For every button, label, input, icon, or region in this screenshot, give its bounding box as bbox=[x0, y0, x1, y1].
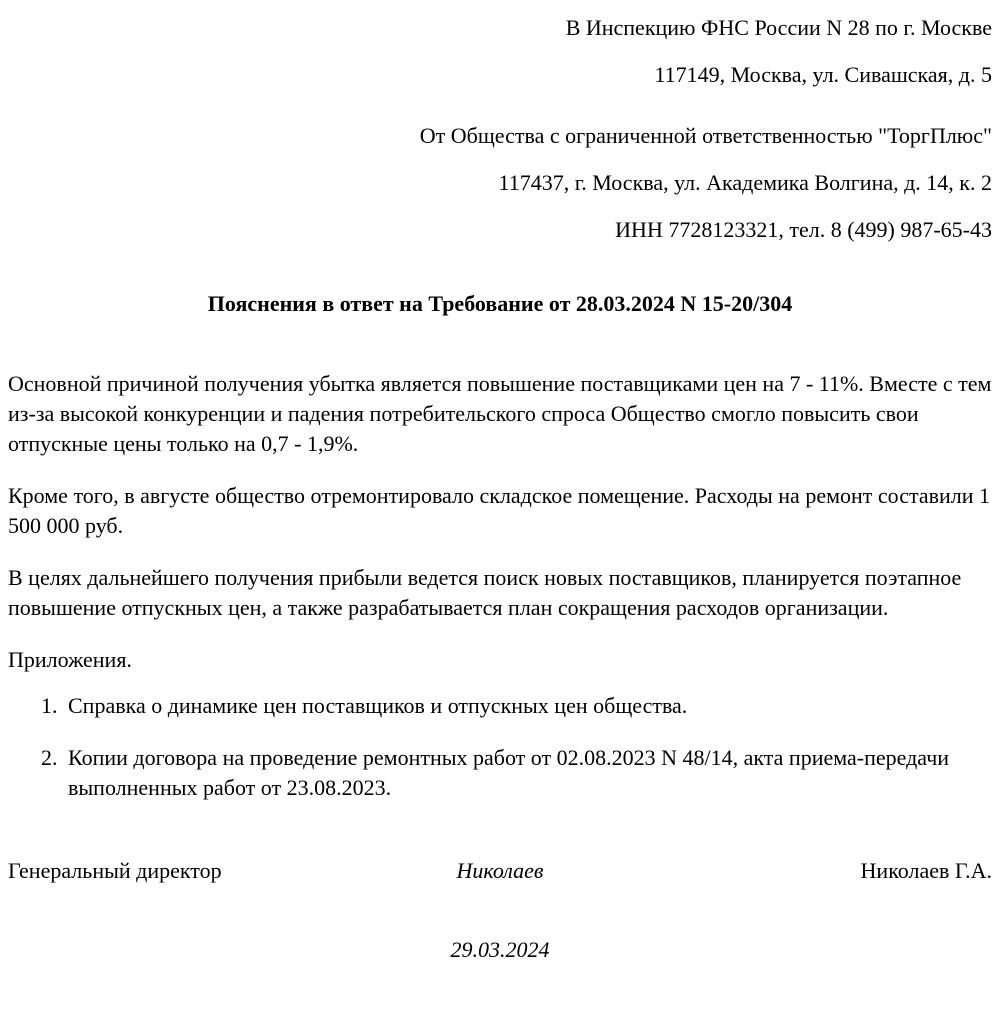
attachment-item bbox=[8, 743, 992, 803]
attachments-list bbox=[8, 691, 992, 803]
sender-line: От Общества с ограниченной ответственностью "ТоргПлюс" bbox=[419, 123, 992, 148]
attachments-heading: Приложения. bbox=[8, 647, 132, 672]
attachment-text: Копии договора на проведение ремонтных работ от 02.08.2023 N 48/14, акта приема-передачи выполненных работ от 23.08.2023. bbox=[68, 745, 950, 800]
sender-address-line: 117437, г. Москва, ул. Академика Волгина, д. 14, к. 2 bbox=[498, 170, 992, 195]
sender-block bbox=[8, 121, 992, 245]
sender-inn-phone-line: ИНН 7728123321, тел. 8 (499) 987-65-43 bbox=[615, 217, 992, 242]
signature-position: Генеральный директор bbox=[8, 858, 222, 883]
attachment-number: 2. bbox=[41, 745, 58, 770]
recipient-block bbox=[8, 13, 992, 90]
signature-handwritten: Николаев bbox=[456, 858, 544, 883]
attachment-item bbox=[8, 691, 992, 721]
body-paragraph-2: Кроме того, в августе общество отремонтировало складское помещение. Расходы на ремонт составили 1 500 000 руб. bbox=[8, 483, 991, 538]
body-paragraph-1: Основной причиной получения убытка является повышение поставщиками цен на 7 - 11%. Вместе с тем из-за высокой конкуренции и падения потребительского спроса Общество смогло повысить свои отпускные цены только на 0,7 - 1,9%. bbox=[8, 371, 992, 456]
recipient-line: В Инспекцию ФНС России N 28 по г. Москве bbox=[565, 15, 992, 40]
document-date: 29.03.2024 bbox=[450, 937, 550, 962]
attachment-text: Справка о динамике цен поставщиков и отпускных цен общества. bbox=[68, 693, 688, 718]
recipient-address-line: 117149, Москва, ул. Сивашская, д. 5 bbox=[654, 62, 992, 87]
body-paragraph-3: В целях дальнейшего получения прибыли ведется поиск новых поставщиков, планируется поэтапное повышение отпускных цен, а также разрабатывается план сокращения расходов организации. bbox=[8, 565, 962, 620]
signature-name: Николаев Г.А. bbox=[860, 858, 992, 883]
document-title: Пояснения в ответ на Требование от 28.03.2024 N 15-20/304 bbox=[207, 291, 793, 316]
attachment-number: 1. bbox=[41, 693, 58, 718]
signature-row bbox=[8, 856, 992, 886]
